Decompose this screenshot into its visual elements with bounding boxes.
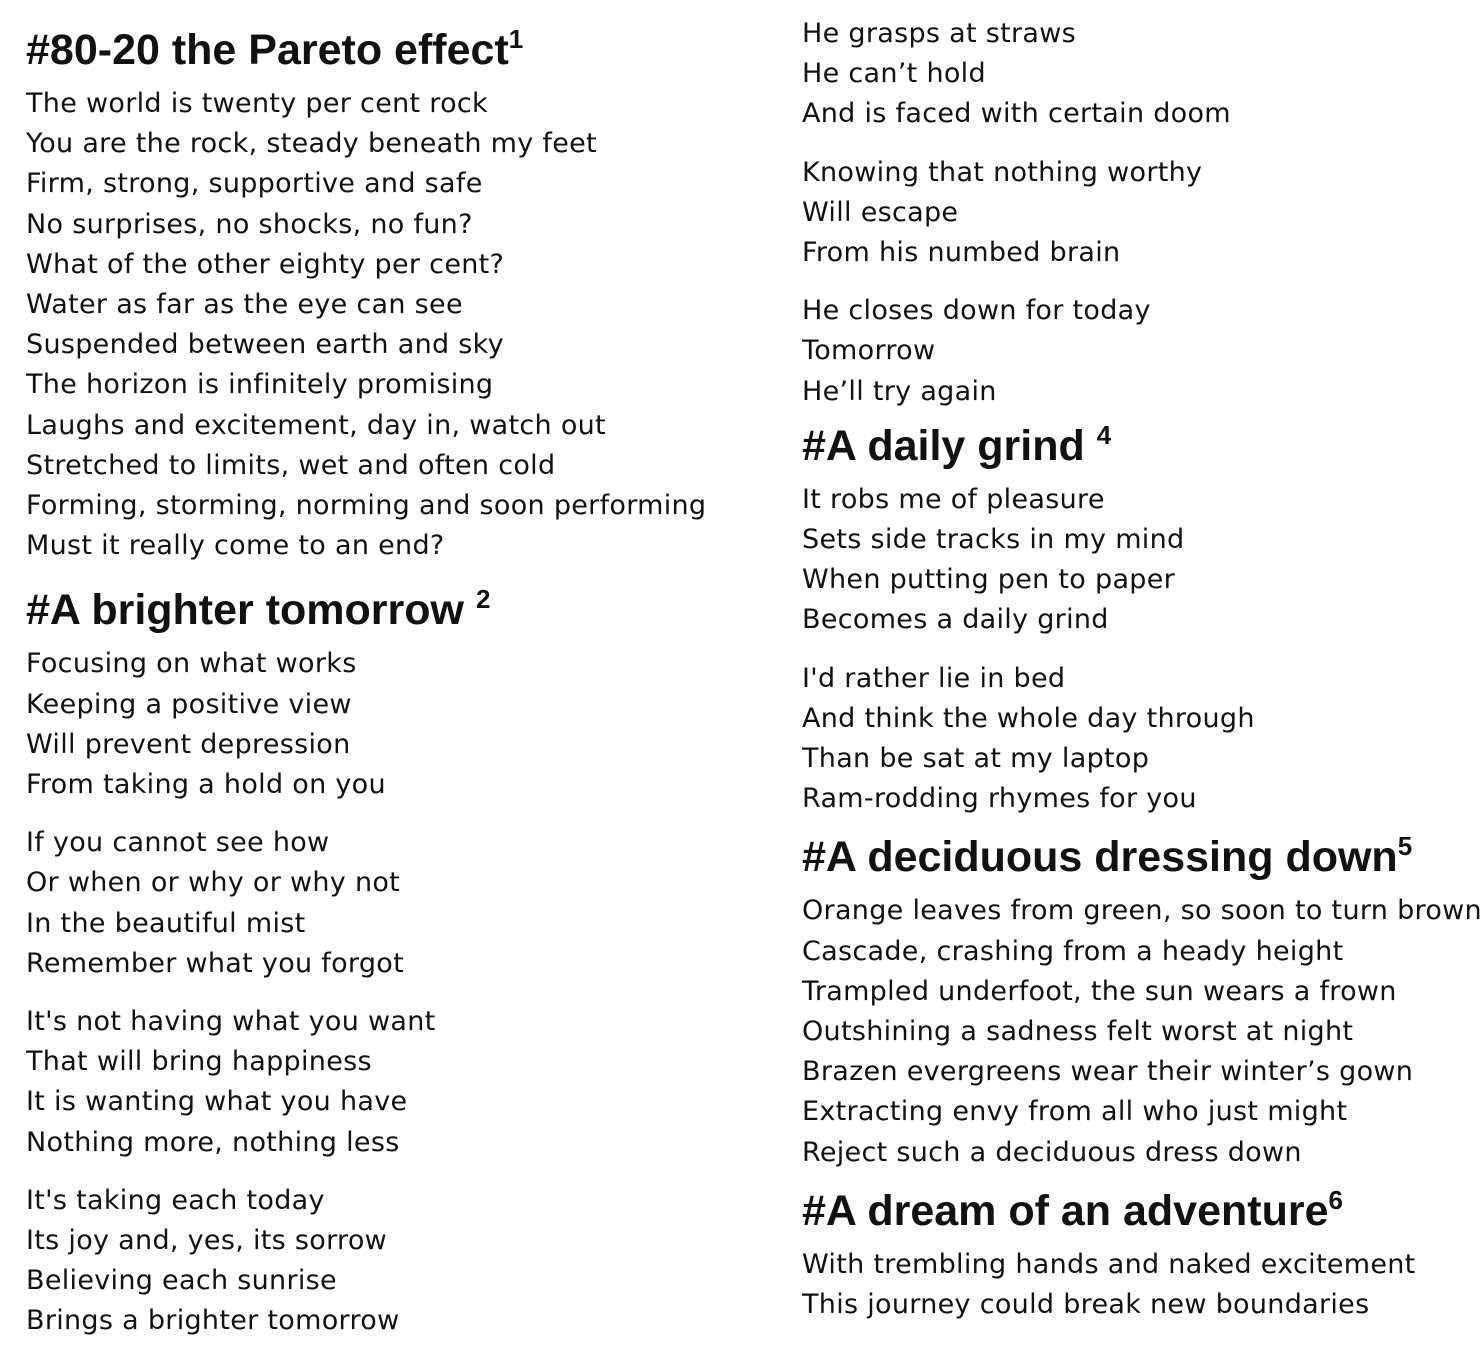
poem-line: He closes down for today (802, 295, 1151, 327)
stanza (802, 14, 1482, 135)
poem-line: Or when or why or why not (26, 867, 401, 899)
stanza (802, 480, 1482, 641)
left-column (26, 0, 766, 1360)
poem-line: Tomorrow (802, 335, 936, 367)
footnote-marker: 4 (1096, 419, 1112, 450)
poem-line: Its joy and, yes, its sorrow (26, 1225, 388, 1257)
footnote-marker: 1 (508, 24, 524, 54)
right-column (802, 0, 1482, 1343)
stanza (26, 84, 766, 566)
poem-line: Nothing more, nothing less (26, 1126, 400, 1158)
poem-line: When putting pen to paper (802, 564, 1176, 596)
poem-line: It's taking each today (26, 1184, 325, 1216)
poem-line: Than be sat at my laptop (802, 743, 1150, 775)
poem-line: Orange leaves from green, so soon to turn brown (802, 895, 1482, 927)
poem-line: Will prevent depression (26, 728, 351, 760)
poem-line: He grasps at straws (802, 18, 1076, 49)
poem-line: With trembling hands and naked excitement (802, 1248, 1416, 1280)
poem-title-deciduous-dressing-down (802, 831, 1482, 883)
poem-line: No surprises, no shocks, no fun? (26, 208, 473, 240)
poem-line: Extracting envy from all who just might (802, 1096, 1348, 1128)
poem-title-text: #A deciduous dressing down (802, 833, 1398, 882)
poem-title-daily-grind (802, 420, 1482, 472)
poem-line: He’ll try again (802, 375, 997, 407)
poem-line: The world is twenty per cent rock (26, 88, 488, 119)
poem-line: In the beautiful mist (26, 907, 306, 939)
poem-line: What of the other eighty per cent? (26, 248, 505, 280)
stanza (26, 1002, 766, 1163)
poem-line: Must it really come to an end? (26, 530, 445, 562)
stanza (802, 1245, 1482, 1325)
poem-line: You are the rock, steady beneath my feet (26, 128, 597, 160)
poem-line: That will bring happiness (26, 1046, 372, 1078)
poem-line: It robs me of pleasure (802, 483, 1105, 515)
poem-line: And think the whole day through (802, 702, 1255, 734)
poem-line: Water as far as the eye can see (26, 289, 463, 321)
footnote-marker: 2 (475, 584, 491, 615)
poem-title-text: #A dream of an adventure (802, 1186, 1329, 1235)
poem-line: Reject such a deciduous dress down (802, 1136, 1302, 1168)
footnote-marker: 6 (1328, 1184, 1343, 1215)
footnote-marker: 5 (1397, 831, 1413, 862)
poem-line: Brazen evergreens wear their winter’s gown (802, 1056, 1414, 1088)
poem-line: Focusing on what works (26, 648, 357, 680)
poem-title-text: #A daily grind (802, 421, 1097, 470)
poem-line: Will escape (802, 196, 959, 228)
poem-line: From taking a hold on you (26, 769, 386, 801)
poem-line: From his numbed brain (802, 237, 1121, 269)
poem-line: Knowing that nothing worthy (802, 156, 1203, 188)
stanza (26, 1181, 766, 1342)
stanza (802, 891, 1482, 1172)
poem-line: This journey could break new boundaries (802, 1289, 1370, 1321)
poem-line: Suspended between earth and sky (26, 329, 504, 361)
poem-title-text: #80-20 the Pareto effect (26, 26, 509, 74)
stanza (802, 659, 1482, 820)
poem-line: Believing each sunrise (26, 1265, 337, 1297)
stanza (802, 153, 1482, 274)
poem-line: And is faced with certain doom (802, 98, 1231, 130)
poem-line: Brings a brighter tomorrow (26, 1305, 400, 1337)
poem-title-text: #A brighter tomorrow (26, 586, 476, 635)
poem-line: Firm, strong, supportive and safe (26, 168, 483, 200)
poem-title-pareto (26, 24, 766, 76)
stanza (26, 823, 766, 984)
poem-line: Trampled underfoot, the sun wears a frown (802, 975, 1397, 1007)
poem-line: Sets side tracks in my mind (802, 524, 1185, 556)
poem-line: It is wanting what you have (26, 1086, 408, 1118)
poem-line: It's not having what you want (26, 1006, 436, 1038)
stanza (802, 291, 1482, 412)
poem-line: He can’t hold (802, 58, 986, 90)
poem-line: I'd rather lie in bed (802, 662, 1066, 694)
poem-line: Cascade, crashing from a heady height (802, 935, 1344, 967)
poem-line: If you cannot see how (26, 827, 330, 859)
poem-title-dream-of-adventure (802, 1185, 1482, 1237)
poem-line: Laughs and excitement, day in, watch out (26, 409, 606, 441)
poem-line: Stretched to limits, wet and often cold (26, 449, 556, 481)
poem-line: Remember what you forgot (26, 947, 405, 979)
poem-line: Outshining a sadness felt worst at night (802, 1016, 1354, 1048)
stanza (26, 644, 766, 805)
poem-line: Keeping a positive view (26, 688, 352, 720)
poem-line: Becomes a daily grind (802, 604, 1109, 636)
poem-line: Ram-rodding rhymes for you (802, 783, 1197, 815)
poem-line: Forming, storming, norming and soon performing (26, 490, 707, 522)
poem-title-brighter-tomorrow (26, 584, 766, 636)
poem-line: The horizon is infinitely promising (26, 369, 494, 401)
